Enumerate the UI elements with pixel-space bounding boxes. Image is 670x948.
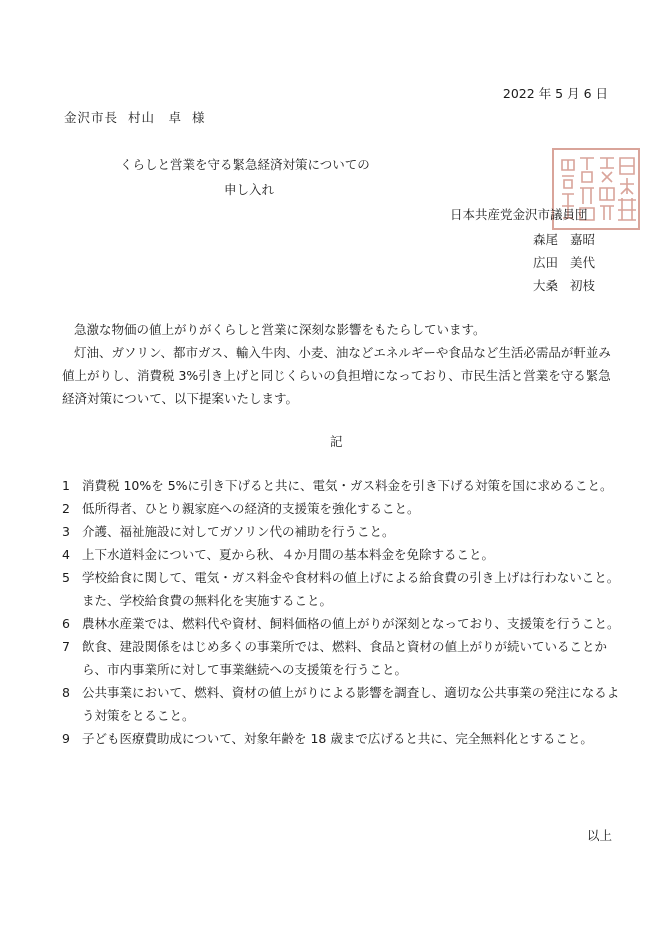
- list-item: [60, 543, 620, 566]
- member-surname: 森尾: [533, 232, 559, 247]
- item-number: 9: [62, 731, 70, 746]
- list-item: [60, 474, 620, 497]
- sender-organization: 日本共産党金沢市議員団: [450, 207, 588, 222]
- list-item: [60, 520, 620, 543]
- item-number: 4: [62, 547, 70, 562]
- item-text: 介護、福祉施設に対してガソリン代の補助を行うこと。: [82, 524, 395, 539]
- intro-paragraph-2: 灯油、ガソリン、都市ガス、輸入牛肉、小麦、油などエネルギーや食品など生活必需品が軒並み値上がりし、消費税 3%引き上げと同じくらいの負担増になっており、市民生活と営業を守る緊急経済対策について、以下提案いたします。: [62, 345, 611, 406]
- item-text: 消費税 10%を 5%に引き下げると共に、電気・ガス料金を引き下げる対策を国に求めること。: [82, 478, 613, 493]
- member-surname: 大桑: [533, 278, 559, 293]
- item-number: 7: [62, 639, 70, 654]
- letter-date: 2022 年 5 月 6 日: [502, 86, 608, 101]
- item-text: 農林水産業では、燃料代や資材、飼料価格の値上がりが深刻となっており、支援策を行うこと。: [82, 616, 620, 631]
- ki-heading: 記: [330, 434, 343, 449]
- addressee-name: 村山 卓: [128, 110, 183, 125]
- list-item: [60, 681, 620, 727]
- item-text: 上下水道料金について、夏から秋、４か月間の基本料金を免除すること。: [82, 547, 495, 562]
- addressee-honorific: 様: [192, 110, 206, 125]
- list-item: [60, 635, 620, 681]
- item-text: 低所得者、ひとり親家庭への経済的支援策を強化すること。: [82, 501, 420, 516]
- item-text: 子ども医療費助成について、対象年齢を 18 歳まで広げると共に、完全無料化とすること。: [82, 731, 593, 746]
- list-item: [60, 566, 620, 612]
- item-number: 1: [62, 478, 70, 493]
- subject-line-2: 申し入れ: [224, 182, 275, 197]
- member-given-name: 嘉昭: [570, 232, 596, 247]
- member-surname: 広田: [533, 255, 559, 270]
- item-text: 飲食、建設関係をはじめ多くの事業所では、燃料、食品と資材の値上がりが続いていることから、市内事業所に対して事業継続への支援策を行うこと。: [82, 639, 608, 677]
- list-item: [60, 497, 620, 520]
- item-number: 5: [62, 570, 70, 585]
- addressee-title: 金沢市長: [64, 110, 119, 125]
- item-number: 8: [62, 685, 70, 700]
- subject-line-1: くらしと営業を守る緊急経済対策についての: [120, 157, 370, 172]
- member-row: [533, 274, 595, 297]
- intro-paragraph-1: 急激な物価の値上がりがくらしと営業に深刻な影響をもたらしています。: [74, 322, 486, 337]
- proposal-list: [60, 474, 620, 750]
- list-item: [60, 727, 620, 750]
- closing-ijo: 以上: [586, 828, 612, 843]
- addressee: [64, 108, 206, 126]
- member-row: [533, 251, 595, 274]
- item-number: 2: [62, 501, 70, 516]
- member-given-name: 初枝: [570, 278, 596, 293]
- item-text: 公共事業において、燃料、資材の値上がりによる影響を調査し、適切な公共事業の発注になるよう対策をとること。: [82, 685, 620, 723]
- intro-section: [62, 318, 622, 410]
- list-item: [60, 612, 620, 635]
- member-list: [533, 228, 595, 297]
- subject: [120, 152, 370, 202]
- item-text: 学校給食に関して、電気・ガス料金や食材料の値上げによる給食費の引き上げは行わないこと。また、学校給食費の無料化を実施すること。: [82, 570, 620, 608]
- member-row: [533, 228, 595, 251]
- member-given-name: 美代: [570, 255, 596, 270]
- item-number: 3: [62, 524, 70, 539]
- item-number: 6: [62, 616, 70, 631]
